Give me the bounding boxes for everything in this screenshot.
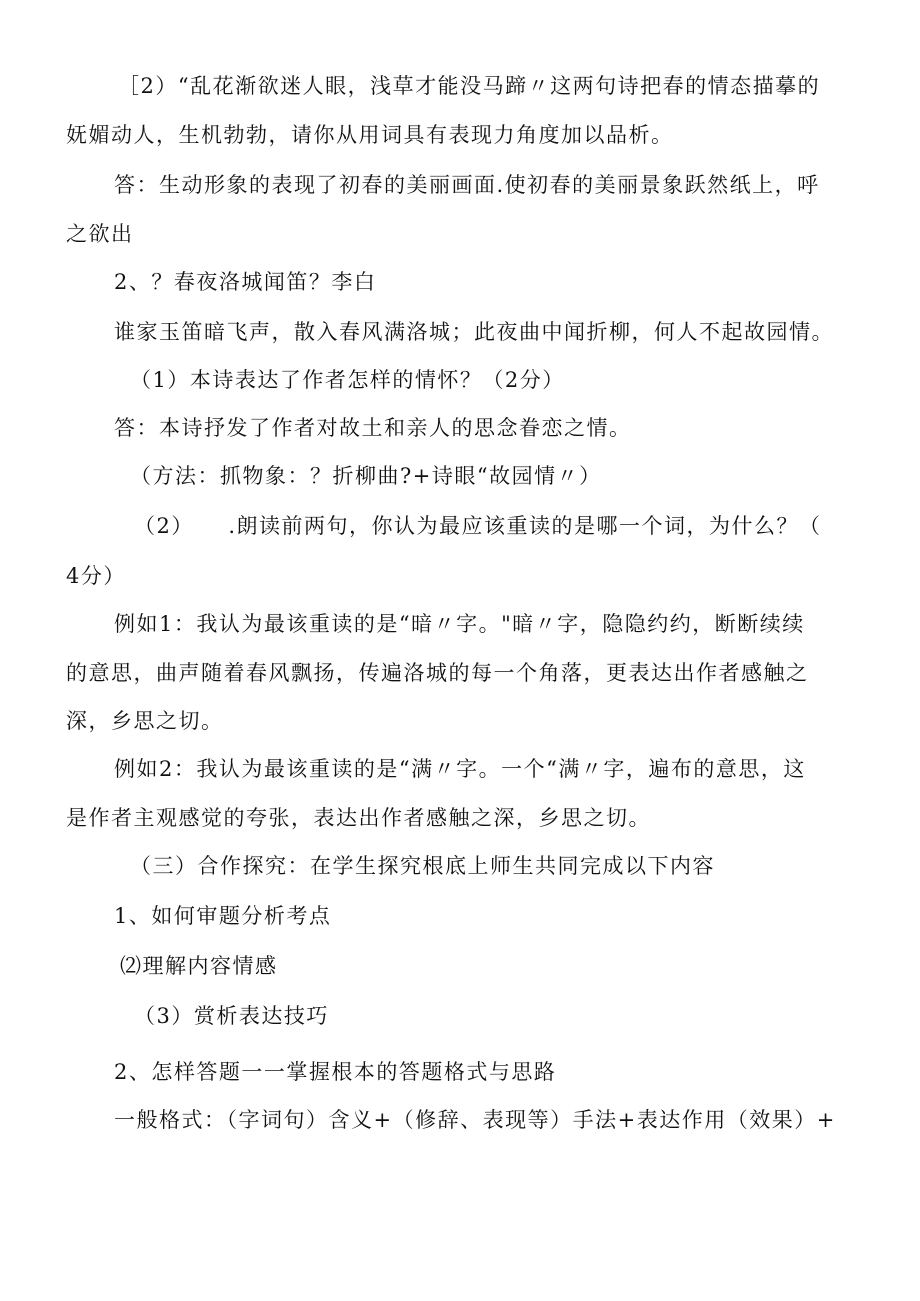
list-subitem-3: （3）赏析表达技巧: [134, 1004, 329, 1028]
example-2-line-2: 是作者主观感觉的夸张，表达出作者感触之深，乡思之切。: [66, 806, 651, 830]
example-1-line-3: 深，乡思之切。: [66, 709, 224, 733]
general-format-line: 一般格式：（字词句）含义+（修辞、表现等）手法+表达作用（效果）+: [114, 1108, 836, 1132]
question-2-prompt-line-2: 妩媚动人，生机勃勃，请你从用词具有表现力角度加以品析。: [66, 123, 674, 147]
poem-text: 谁家玉笛暗飞声，散入春风满洛城；此夜曲中闻折柳，何人不起故园情。: [114, 320, 834, 344]
list-item-1: 1、如何审题分析考点: [114, 904, 332, 928]
poem-title: 2、？春夜洛城闻笛？李白: [114, 270, 377, 294]
answer-line-2: 之欲出: [66, 222, 134, 246]
list-item-2: 2、怎样答题一一掌握根本的答题格式与思路: [114, 1060, 557, 1084]
example-1-line-2: 的意思，曲声随着春风飘扬，传遍洛城的每一个角落，更表达出作者感触之: [66, 661, 809, 685]
example-1-line-1: 例如1：我认为最该重读的是“暗〃字。"暗〃字，隐隐约约，断断续续: [114, 612, 805, 636]
example-2-line-1: 例如2：我认为最该重读的是“满〃字。一个“满〃字，遍布的意思，这: [114, 757, 806, 781]
question-2-prompt-line-1: ［2）“乱花渐欲迷人眼，浅草才能没马蹄〃这两句诗把春的情态描摹的: [118, 74, 821, 98]
poem-question-2-line-2: 4分）: [66, 564, 126, 588]
poem-answer-1: 答：本诗抒发了作者对故土和亲人的思念眷恋之情。: [114, 416, 632, 440]
method-note: （方法：抓物象：？折柳曲?+诗眼“故园情〃）: [130, 464, 602, 488]
list-subitem-2: ⑵理解内容情感: [120, 954, 278, 978]
section-3-heading: （三）合作探究：在学生探究根底上师生共同完成以下内容: [130, 854, 715, 878]
answer-line-1: 答：生动形象的表现了初春的美丽画面.使初春的美丽景象跃然纸上，呼: [114, 173, 820, 197]
poem-question-2-line-1: （2） .朗读前两句，你认为最应该重读的是哪一个词，为什么？（: [134, 514, 822, 538]
poem-question-1: （1）本诗表达了作者怎样的情怀？（2分）: [130, 368, 565, 392]
